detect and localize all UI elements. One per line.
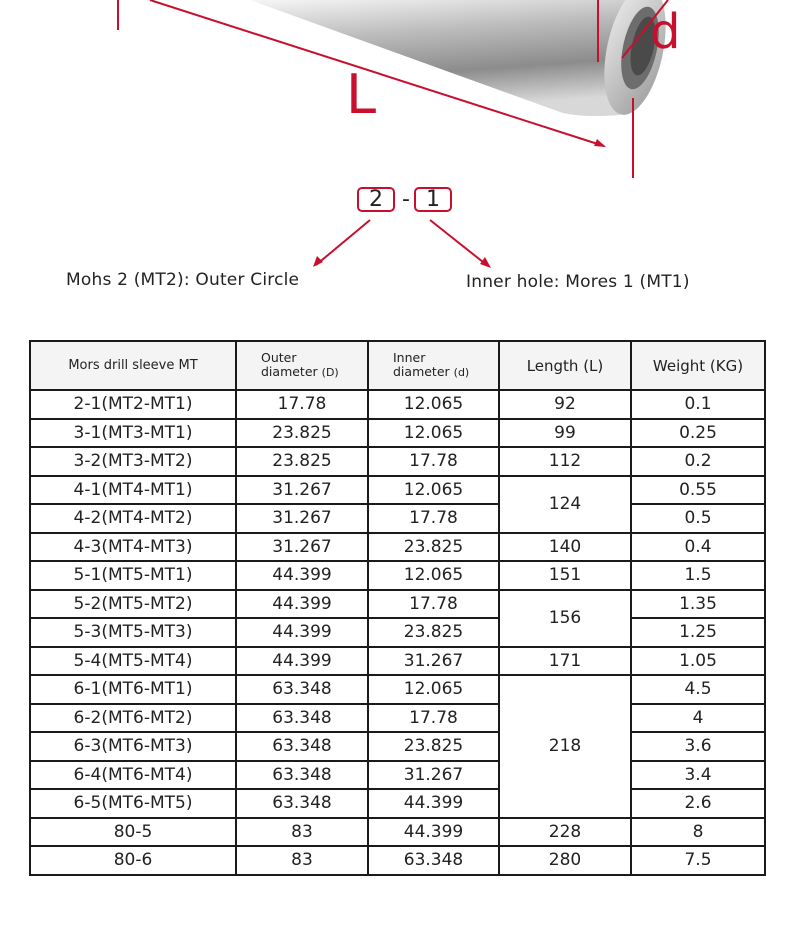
spec-table [29,340,766,876]
cell-outer: 63.348 [236,789,368,818]
cell-model: 6-5(MT6-MT5) [30,789,236,818]
cell-weight: 3.4 [631,761,765,790]
cell-length: 228 [499,818,631,847]
code-outer-box: 2 [357,187,395,212]
header-model: Mors drill sleeve MT [30,341,236,390]
cell-inner: 44.399 [368,789,499,818]
cell-model: 2-1(MT2-MT1) [30,390,236,419]
cell-model: 6-1(MT6-MT1) [30,675,236,704]
cell-model: 4-3(MT4-MT3) [30,533,236,562]
cell-inner: 12.065 [368,476,499,505]
sleeve-body [250,0,640,116]
cell-inner: 12.065 [368,561,499,590]
cell-weight: 4 [631,704,765,733]
cell-length: 156 [499,590,631,647]
cell-inner: 17.78 [368,590,499,619]
cell-model: 4-2(MT4-MT2) [30,504,236,533]
cell-inner: 12.065 [368,390,499,419]
cell-outer: 63.348 [236,732,368,761]
cell-length: 112 [499,447,631,476]
cell-model: 4-1(MT4-MT1) [30,476,236,505]
cell-outer: 83 [236,846,368,875]
table-row [30,533,765,562]
cell-length: 218 [499,675,631,818]
cell-inner: 12.065 [368,675,499,704]
cell-weight: 0.25 [631,419,765,448]
table-row [30,447,765,476]
header-inner-unit: (d) [453,366,470,379]
table-row [30,789,765,818]
cell-outer: 23.825 [236,447,368,476]
cell-length: 280 [499,846,631,875]
cell-weight: 1.05 [631,647,765,676]
cell-inner: 23.825 [368,618,499,647]
table-row [30,618,765,647]
header-length: Length (L) [499,341,631,390]
cell-model: 5-1(MT5-MT1) [30,561,236,590]
cell-outer: 63.348 [236,761,368,790]
table-row [30,561,765,590]
cell-weight: 0.4 [631,533,765,562]
cell-model: 5-3(MT5-MT3) [30,618,236,647]
outer-circle-caption: Mohs 2 (MT2): Outer Circle [66,270,300,290]
cell-inner: 23.825 [368,732,499,761]
inner-hole-caption: Inner hole: Mores 1 (MT1) [466,272,690,292]
left-pointer-line [316,220,370,265]
cell-model: 6-4(MT6-MT4) [30,761,236,790]
table-row [30,647,765,676]
cell-model: 6-2(MT6-MT2) [30,704,236,733]
header-outer-line2: diameter [261,364,318,379]
cell-weight: 2.6 [631,789,765,818]
length-label: L [346,63,377,126]
cell-inner: 44.399 [368,818,499,847]
cell-outer: 31.267 [236,504,368,533]
cell-weight: 1.5 [631,561,765,590]
table-row [30,675,765,704]
cell-weight: 3.6 [631,732,765,761]
cell-model: 80-5 [30,818,236,847]
table-row [30,476,765,505]
cell-inner: 23.825 [368,533,499,562]
table-row [30,846,765,875]
header-inner-line1: Inner [393,350,426,365]
header-outer-line1: Outer [261,350,297,365]
cell-length: 99 [499,419,631,448]
cell-weight: 0.5 [631,504,765,533]
cell-inner: 31.267 [368,761,499,790]
cell-model: 5-4(MT5-MT4) [30,647,236,676]
table-row [30,818,765,847]
cell-weight: 0.55 [631,476,765,505]
table-row [30,761,765,790]
cell-inner: 17.78 [368,447,499,476]
cell-inner: 63.348 [368,846,499,875]
cell-outer: 31.267 [236,476,368,505]
cell-weight: 4.5 [631,675,765,704]
header-outer-unit: (D) [321,366,339,379]
cell-inner: 31.267 [368,647,499,676]
cell-weight: 8 [631,818,765,847]
cell-inner: 17.78 [368,704,499,733]
table-row [30,504,765,533]
cell-length: 171 [499,647,631,676]
cell-outer: 31.267 [236,533,368,562]
cell-outer: 83 [236,818,368,847]
cell-weight: 1.35 [631,590,765,619]
header-outer-diameter [236,341,368,390]
cell-outer: 44.399 [236,647,368,676]
cell-outer: 17.78 [236,390,368,419]
cell-outer: 23.825 [236,419,368,448]
cell-outer: 44.399 [236,618,368,647]
cell-outer: 44.399 [236,590,368,619]
inner-diameter-label: d [650,4,681,60]
code-inner-box: 1 [414,187,452,212]
right-pointer-arrowhead [480,257,491,268]
header-inner-line2: diameter [393,364,450,379]
cell-outer: 44.399 [236,561,368,590]
cell-weight: 0.2 [631,447,765,476]
table-row [30,590,765,619]
cell-weight: 0.1 [631,390,765,419]
cell-model: 80-6 [30,846,236,875]
right-pointer-line [430,220,488,266]
cell-model: 3-1(MT3-MT1) [30,419,236,448]
cell-weight: 1.25 [631,618,765,647]
header-weight: Weight (KG) [631,341,765,390]
header-inner-diameter [368,341,499,390]
cell-inner: 12.065 [368,419,499,448]
table-row [30,704,765,733]
cell-model: 5-2(MT5-MT2) [30,590,236,619]
length-arrowhead [594,139,606,147]
cell-outer: 63.348 [236,675,368,704]
code-separator: - [402,187,410,212]
cell-length: 92 [499,390,631,419]
table-header-row [30,341,765,390]
cell-inner: 17.78 [368,504,499,533]
cell-model: 6-3(MT6-MT3) [30,732,236,761]
left-pointer-arrowhead [313,256,323,267]
table-row [30,419,765,448]
cell-weight: 7.5 [631,846,765,875]
cell-length: 140 [499,533,631,562]
table-row [30,390,765,419]
cell-outer: 63.348 [236,704,368,733]
cell-length: 151 [499,561,631,590]
table-row [30,732,765,761]
cell-model: 3-2(MT3-MT2) [30,447,236,476]
cell-length: 124 [499,476,631,533]
